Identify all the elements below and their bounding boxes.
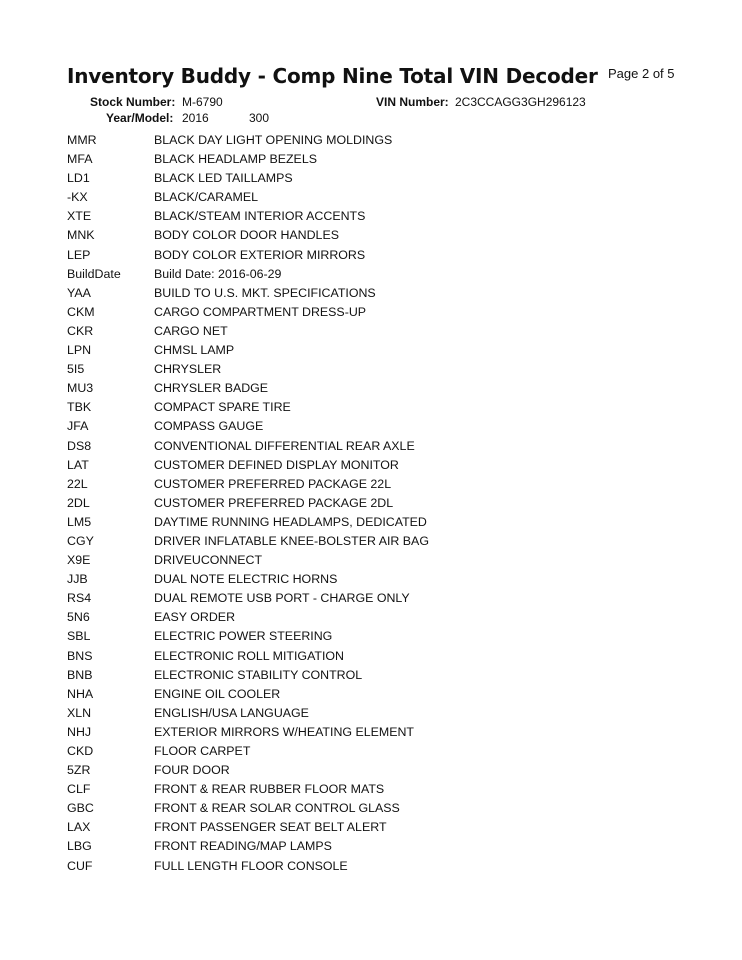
option-row (67, 513, 707, 532)
option-row (67, 265, 707, 284)
option-code: TBK (67, 400, 92, 415)
option-row (67, 799, 707, 818)
option-code: CGY (67, 533, 94, 548)
option-code: XTE (67, 209, 92, 224)
option-row (67, 284, 707, 303)
option-row (67, 761, 707, 780)
option-row (67, 475, 707, 494)
option-description: BUILD TO U.S. MKT. SPECIFICATIONS (154, 285, 376, 300)
option-row (67, 303, 707, 322)
option-row (67, 551, 707, 570)
option-row (67, 150, 707, 169)
option-description: ELECTRONIC ROLL MITIGATION (154, 648, 345, 663)
option-description: CARGO COMPARTMENT DRESS-UP (154, 304, 367, 319)
option-code: LAT (67, 457, 89, 472)
option-description: BLACK LED TAILLAMPS (154, 171, 293, 186)
option-description: CUSTOMER PREFERRED PACKAGE 22L (154, 476, 392, 491)
option-description: CONVENTIONAL DIFFERENTIAL REAR AXLE (154, 438, 415, 453)
option-code: LD1 (67, 171, 90, 186)
option-code: CUF (67, 858, 93, 873)
option-description: EASY ORDER (154, 610, 236, 625)
option-code: X9E (67, 553, 91, 568)
option-description: COMPASS GAUGE (154, 419, 264, 434)
option-description: FRONT & REAR SOLAR CONTROL GLASS (154, 801, 400, 816)
option-row (67, 532, 707, 551)
option-description: FRONT PASSENGER SEAT BELT ALERT (154, 820, 387, 835)
option-code: 2DL (67, 495, 90, 510)
option-row (67, 188, 707, 207)
option-code: MMR (67, 133, 97, 147)
option-code: DS8 (67, 438, 92, 453)
option-row (67, 647, 707, 666)
option-code: -KX (67, 190, 88, 205)
option-code: SBL (67, 629, 91, 644)
option-code: JFA (67, 419, 89, 434)
option-description: DUAL NOTE ELECTRIC HORNS (154, 572, 338, 587)
option-code: 5N6 (67, 610, 90, 625)
option-description: BODY COLOR DOOR HANDLES (154, 228, 339, 243)
option-code: LBG (67, 839, 92, 854)
option-row (67, 608, 707, 627)
option-row (67, 666, 707, 685)
option-row (67, 131, 707, 150)
option-code: NHA (67, 686, 94, 701)
option-description: BLACK DAY LIGHT OPENING MOLDINGS (154, 133, 393, 147)
option-description: DRIVER INFLATABLE KNEE-BOLSTER AIR BAG (154, 533, 429, 548)
option-code-list (67, 131, 707, 876)
option-description: FRONT & REAR RUBBER FLOOR MATS (154, 782, 385, 797)
stock-number-label: Stock Number: (90, 95, 176, 109)
option-description: BLACK/CARAMEL (154, 190, 258, 205)
option-description: CHRYSLER BADGE (154, 381, 269, 396)
option-code: LAX (67, 820, 91, 835)
option-code: CKD (67, 744, 94, 758)
option-row (67, 341, 707, 360)
option-row (67, 742, 707, 761)
option-row (67, 437, 707, 456)
option-code: MNK (67, 228, 95, 243)
option-description: CARGO NET (154, 323, 228, 338)
page-indicator: Page 2 of 5 (608, 66, 675, 81)
option-description: EXTERIOR MIRRORS W/HEATING ELEMENT (154, 724, 414, 739)
year-model-label: Year/Model: (106, 111, 174, 125)
option-description: FOUR DOOR (154, 763, 230, 778)
option-description: DAYTIME RUNNING HEADLAMPS, DEDICATED (154, 514, 427, 529)
option-code: NHJ (67, 724, 92, 739)
option-description: CHMSL LAMP (154, 343, 235, 358)
option-row (67, 226, 707, 245)
option-description: BLACK/STEAM INTERIOR ACCENTS (154, 209, 366, 224)
option-row (67, 818, 707, 837)
option-row (67, 494, 707, 513)
option-description: COMPACT SPARE TIRE (154, 400, 291, 415)
option-row (67, 417, 707, 436)
option-row (67, 723, 707, 742)
option-row (67, 379, 707, 398)
option-row (67, 857, 707, 876)
option-description: ENGINE OIL COOLER (154, 686, 281, 701)
option-code: BNS (67, 648, 93, 663)
option-description: BODY COLOR EXTERIOR MIRRORS (154, 247, 366, 262)
option-code: BNB (67, 667, 93, 682)
option-code: CKR (67, 323, 94, 338)
option-code: YAA (67, 285, 91, 300)
stock-number-value: M-6790 (182, 95, 223, 109)
option-description: DRIVEUCONNECT (154, 553, 263, 568)
option-description: ELECTRONIC STABILITY CONTROL (154, 667, 363, 682)
option-row (67, 570, 707, 589)
option-code: RS4 (67, 591, 92, 606)
option-code: LM5 (67, 514, 92, 529)
option-code: JJB (67, 572, 88, 587)
option-row (67, 456, 707, 475)
model-value: 300 (249, 111, 270, 125)
option-code: BuildDate (67, 266, 121, 281)
option-description: FULL LENGTH FLOOR CONSOLE (154, 858, 348, 873)
option-description: ELECTRIC POWER STEERING (154, 629, 333, 644)
option-description: DUAL REMOTE USB PORT - CHARGE ONLY (154, 591, 410, 606)
option-row (67, 627, 707, 646)
option-description: FLOOR CARPET (154, 744, 251, 758)
option-code: LPN (67, 343, 92, 358)
option-code: 22L (67, 476, 88, 491)
option-row (67, 246, 707, 265)
option-code: GBC (67, 801, 94, 816)
document-title: Inventory Buddy - Comp Nine Total VIN Decoder (67, 64, 598, 88)
option-row (67, 837, 707, 856)
option-code: LEP (67, 247, 91, 262)
option-description: FRONT READING/MAP LAMPS (154, 839, 332, 854)
option-row (67, 704, 707, 723)
vin-number-label: VIN Number: (376, 95, 449, 109)
option-row (67, 169, 707, 188)
option-code: MU3 (67, 381, 94, 396)
option-description: CUSTOMER PREFERRED PACKAGE 2DL (154, 495, 394, 510)
option-description: ENGLISH/USA LANGUAGE (154, 705, 309, 720)
option-row (67, 207, 707, 226)
year-value: 2016 (182, 111, 209, 125)
option-code: MFA (67, 152, 93, 167)
option-code: 5ZR (67, 763, 91, 778)
option-code: 5I5 (67, 362, 85, 377)
vin-number-value: 2C3CCAGG3GH296123 (455, 95, 586, 109)
option-row (67, 398, 707, 417)
option-row (67, 322, 707, 341)
option-description: Build Date: 2016-06-29 (154, 266, 282, 281)
option-code: XLN (67, 705, 92, 720)
option-row (67, 780, 707, 799)
option-row (67, 685, 707, 704)
option-code: CKM (67, 304, 95, 319)
option-description: CHRYSLER (154, 362, 222, 377)
option-code: CLF (67, 782, 91, 797)
option-description: BLACK HEADLAMP BEZELS (154, 152, 317, 167)
option-row (67, 589, 707, 608)
option-description: CUSTOMER DEFINED DISPLAY MONITOR (154, 457, 399, 472)
option-row (67, 360, 707, 379)
